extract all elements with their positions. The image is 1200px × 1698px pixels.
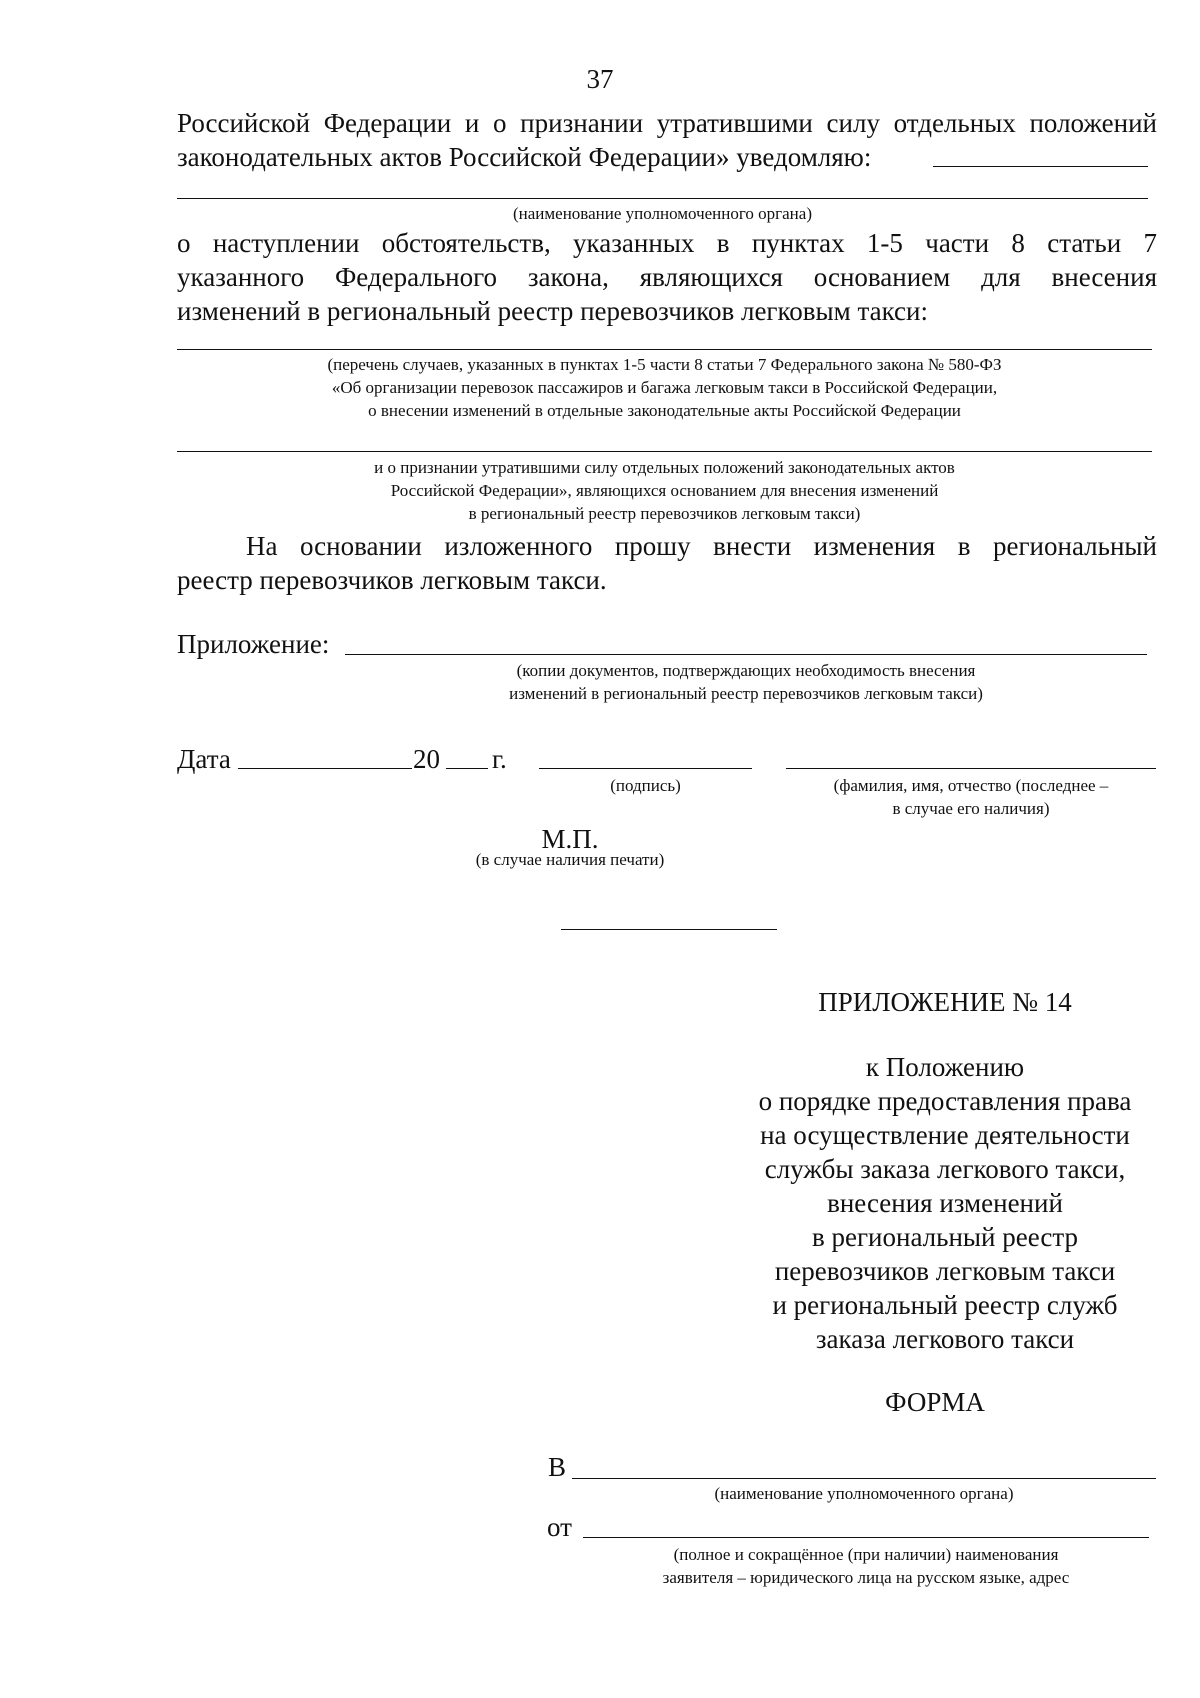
signature-caption: (подпись)	[610, 776, 681, 795]
authority-caption-2: (наименование уполномоченного органа)	[714, 1484, 1014, 1503]
cases-caption-2: «Об организации перевозок пассажиров и багажа легковым такси в Российской Федерации,	[331, 378, 998, 397]
date-label: Дата	[177, 744, 231, 774]
authority-blank-2[interactable]	[177, 198, 1148, 199]
signature-blank[interactable]	[539, 768, 752, 769]
form-label: ФОРМА	[885, 1387, 985, 1417]
notice-line-2: указанного Федерального закона, являющихся основанием для внесения	[177, 262, 1157, 292]
to-blank[interactable]	[572, 1478, 1156, 1479]
cases-blank-1[interactable]	[177, 349, 1152, 350]
cases-blank-2[interactable]	[177, 451, 1152, 452]
year-suffix: г.	[492, 744, 507, 774]
attachment-label: Приложение:	[177, 629, 330, 659]
appendix-ref-4: службы заказа легкового такси,	[764, 1154, 1126, 1184]
fio-blank[interactable]	[786, 768, 1156, 769]
notice-line-1: о наступлении обстоятельств, указанных в пунктах 1-5 части 8 статьи 7	[177, 228, 1157, 258]
cases-caption-3: о внесении изменений в отдельные законодательные акты Российской Федерации	[368, 401, 961, 420]
cases-cont-caption-2: Российской Федерации», являющихся основанием для внесения изменений	[390, 481, 939, 500]
cases-cont-caption-3: в региональный реестр перевозчиков легковым такси)	[468, 504, 861, 523]
attachment-blank[interactable]	[345, 654, 1147, 655]
appendix-ref-9: заказа легкового такси	[815, 1324, 1075, 1354]
cases-cont-caption-1: и о признании утратившими силу отдельных положений законодательных актов	[374, 458, 955, 477]
authority-caption-1: (наименование уполномоченного органа)	[512, 204, 812, 223]
fio-caption-1: (фамилия, имя, отчество (последнее –	[833, 776, 1109, 795]
intro-line-1: Российской Федерации и о признании утратившими силу отдельных положений	[177, 108, 1157, 138]
attachment-caption-2: изменений в региональный реестр перевозчиков легковым такси)	[509, 684, 983, 703]
appendix-ref-5: внесения изменений	[827, 1188, 1063, 1218]
request-line-1: На основании изложенного прошу внести изменения в региональный	[246, 531, 1157, 561]
authority-blank-1[interactable]	[933, 166, 1148, 167]
page-number: 37	[586, 64, 614, 94]
fio-caption-2: в случае его наличия)	[892, 799, 1050, 818]
appendix-ref-6: в региональный реестр	[811, 1222, 1078, 1252]
appendix-ref-1: к Положению	[865, 1052, 1025, 1082]
appendix-title: ПРИЛОЖЕНИЕ № 14	[818, 987, 1072, 1017]
seal-label: М.П.	[541, 824, 599, 854]
intro-line-2: законодательных актов Российской Федерации» уведомляю:	[177, 142, 872, 172]
date-blank[interactable]	[238, 768, 412, 769]
appendix-ref-2: о порядке предоставления права	[758, 1086, 1132, 1116]
year-prefix: 20	[413, 744, 440, 774]
cases-caption-1: (перечень случаев, указанных в пунктах 1-5 части 8 статьи 7 Федерального закона № 580-ФЗ	[327, 355, 1002, 374]
from-label: от	[547, 1512, 572, 1542]
applicant-caption-2: заявителя – юридического лица на русском языке, адрес	[662, 1568, 1070, 1587]
appendix-ref-3: на осуществление деятельности	[760, 1120, 1130, 1150]
year-blank[interactable]	[446, 768, 488, 769]
section-separator	[561, 929, 777, 930]
applicant-caption-1: (полное и сокращённое (при наличии) наименования	[673, 1545, 1059, 1564]
from-blank[interactable]	[583, 1537, 1149, 1538]
seal-caption: (в случае наличия печати)	[475, 850, 665, 869]
notice-line-3: изменений в региональный реестр перевозчиков легковым такси:	[177, 296, 928, 326]
to-label: В	[548, 1452, 567, 1482]
appendix-ref-8: и региональный реестр служб	[772, 1290, 1118, 1320]
attachment-caption-1: (копии документов, подтверждающих необходимость внесения	[516, 661, 976, 680]
appendix-ref-7: перевозчиков легковым такси	[774, 1256, 1116, 1286]
request-line-2: реестр перевозчиков легковым такси.	[177, 565, 607, 595]
